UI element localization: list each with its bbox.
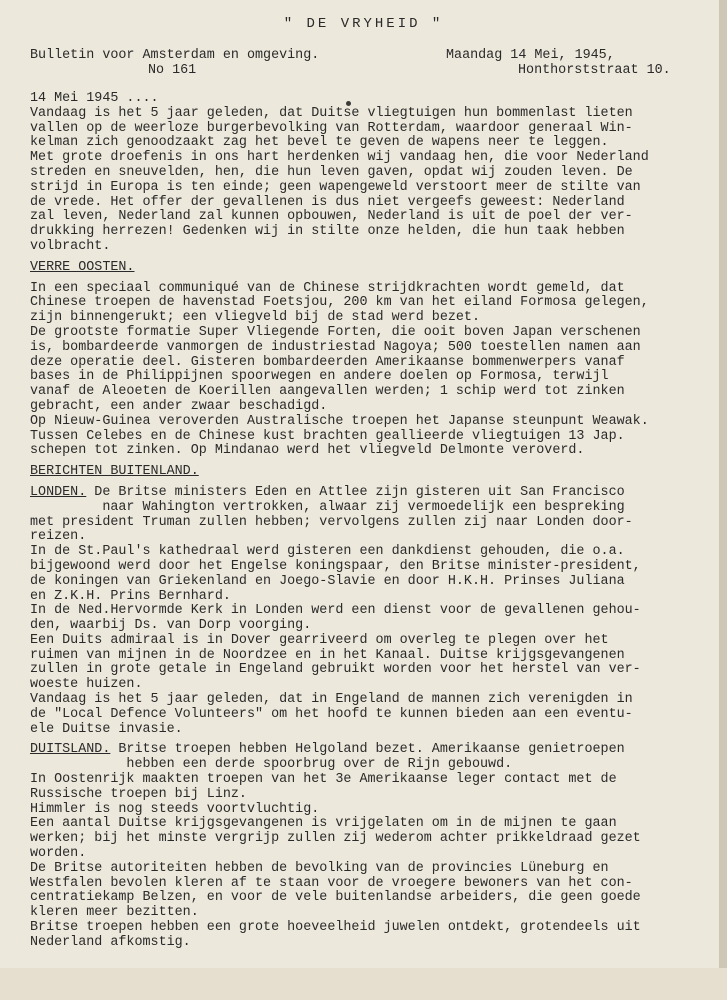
text-line: reizen. (30, 529, 87, 545)
text-line: Chinese troepen de havenstad Foetsjou, 200 km van het eiland Formosa gelegen, (30, 295, 649, 311)
text-line: kleren meer bezitten. (30, 905, 199, 921)
text-line: bijgewoond werd door het Engelse koningspaar, den Britse minister-president, (30, 558, 641, 574)
text-line: naar Wahington vertrokken, alwaar zij vermoedelijk een bespreking (30, 499, 625, 515)
text-line: De grootste formatie Super Vliegende Forten, die ooit boven Japan verschenen (30, 324, 641, 340)
section-heading-buitenland: BERICHTEN BUITENLAND. (30, 464, 199, 480)
text-line: Himmler is nog steeds voortvluchtig. (30, 801, 320, 817)
bulletin-title: " DE VRYHEID " (283, 16, 444, 32)
text-line: worden. (30, 846, 87, 862)
text-line: In een speciaal communiqué van de Chinese strijdkrachten wordt gemeld, dat (30, 280, 625, 296)
text-line: ruimen van mijnen in de Noordzee en in het Kanaal. Duitse krijgsgevangenen (30, 647, 625, 663)
text-line: Op Nieuw-Guinea veroverden Australische troepen het Japanse steunpunt Weawak. (30, 413, 649, 429)
section-heading-duitsland: DUITSLAND. (30, 742, 111, 758)
text-line: gebracht, een ander zwaar beschadigd. (30, 398, 328, 414)
text-line: en Z.K.H. Prins Bernhard. (30, 588, 231, 604)
text-line: Vandaag is het 5 jaar geleden, dat Duitse vliegtuigen hun bommenlast lieten (30, 105, 633, 121)
text-line: bases in de Philippijnen spoorwegen en andere doelen op Formosa, terwijl (30, 369, 609, 385)
text-line: vallen op de weerloze burgerbevolking van Rotterdam, waardoor generaal Win- (30, 120, 633, 136)
text-line: Een Duits admiraal is in Dover gearriveerd om overleg te plegen over het (30, 632, 609, 648)
page-edge (719, 0, 727, 1000)
londen-paragraph (30, 501, 710, 738)
bulletin-number: No 161 (148, 63, 197, 78)
text-line: Britse troepen hebben Helgoland bezet. Amerikaanse genietroepen (110, 742, 625, 758)
text-line: ele Duitse invasie. (30, 721, 183, 737)
section-heading-londen: LONDEN. (30, 484, 87, 500)
bulletin-subtitle: Bulletin voor Amsterdam en omgeving. (30, 48, 320, 63)
text-line: de vrede. Het offer der gevallenen is dus niet vergeefs geweest: Nederland (30, 194, 625, 210)
intro-date: 14 Mei 1945 .... (30, 91, 159, 106)
bulletin-address: Honthorststraat 10. (518, 63, 671, 78)
text-line: zijn binnengerukt; een vliegveld bij de stad werd bezet. (30, 310, 480, 326)
text-line: schepen tot zinken. Op Mindanao werd het vliegveld Delmonte veroverd. (30, 443, 585, 459)
text-line: Russische troepen bij Linz. (30, 786, 247, 802)
text-line: volbracht. (30, 238, 111, 254)
text-line: kelman zich genoodzaakt zag het bevel te geven de wapens neer te leggen. (30, 135, 609, 151)
text-line: centratiekamp Belzen, en voor de vele buitenlandse arbeiders, die geen goede (30, 890, 641, 906)
text-line: de koningen van Griekenland en Joego-Slavie en door H.K.H. Prinses Juliana (30, 573, 625, 589)
bulletin-date: Maandag 14 Mei, 1945, (446, 48, 615, 63)
duitsland-paragraph (30, 758, 710, 950)
text-line: De Britse ministers Eden en Attlee zijn gisteren uit San Francisco (86, 484, 625, 500)
text-line: Vandaag is het 5 jaar geleden, dat in Engeland de mannen zich verenigden in (30, 692, 633, 708)
text-line: streden en sneuvelden, hen, die hun leven gaven, opdat wij zouden leven. De (30, 164, 633, 180)
text-line: In Oostenrijk maakten troepen van het 3e Amerikaanse leger contact met de (30, 772, 617, 788)
page-bottom-edge (0, 968, 727, 1000)
text-line: zullen in grote getale in Engeland gebruikt worden voor het herstel van ver- (30, 662, 641, 678)
text-line: Tussen Celebes en de Chinese kust brachten geallieerde vliegtuigen 13 Jap. (30, 428, 625, 444)
text-line: werken; bij het minste vergrijp zullen zij wederom achter prikkeldraad gezet (30, 831, 641, 847)
text-line: deze operatie deel. Gisteren bombardeerden Amerikaanse bommenwerpers vanaf (30, 354, 625, 370)
londen-first-line (30, 486, 710, 501)
text-line: De Britse autoriteiten hebben de bevolking van de provincies Lüneburg en (30, 860, 609, 876)
text-line: Westfalen bevolen kleren af te staan voor de vroegere bewoners van het con- (30, 875, 633, 891)
text-line: In de Ned.Hervormde Kerk in Londen werd een dienst voor de gevallenen gehou- (30, 603, 641, 619)
text-line: Britse troepen hebben een grote hoeveelheid juwelen ontdekt, grotendeels uit (30, 920, 641, 936)
text-line: met president Truman zullen hebben; vervolgens zullen zij naar Londen door- (30, 514, 633, 530)
text-line: hebben een derde spoorbrug over de Rijn gebouwd. (30, 757, 513, 773)
text-line: de "Local Defence Volunteers" om het hoofd te kunnen bieden aan een eventu- (30, 706, 633, 722)
text-line: zal leven, Nederland zal kunnen opbouwen, Nederland is uit de poel der ver- (30, 209, 633, 225)
text-line: Nederland afkomstig. (30, 934, 191, 950)
section-heading-verre-oosten: VERRE OOSTEN. (30, 259, 135, 275)
text-line: drukking herrezen! Gedenken wij in stilte onze helden, die hun taak hebben (30, 224, 625, 240)
text-line: woeste huizen. (30, 677, 143, 693)
text-line: Een aantal Duitse krijgsgevangenen is vrijgelaten om in de mijnen te gaan (30, 816, 617, 832)
duitsland-first-line (30, 743, 710, 758)
text-line: strijd in Europa is ten einde; geen wapengeweld verstoort meer de stilte van (30, 179, 641, 195)
text-line: vanaf de Aleoeten de Koerillen aangevallen werden; 1 schip werd tot zinken (30, 384, 625, 400)
text-line: is, bombardeerde vanmorgen de industriestad Nagoya; 500 toestellen namen aan (30, 339, 641, 355)
intro-paragraph (30, 107, 710, 255)
text-line: Met grote droefenis in ons hart herdenken wij vandaag hen, die voor Nederland (30, 150, 649, 166)
bulletin-body (30, 92, 710, 951)
text-line: den, waarbij Ds. van Dorp voorging. (30, 618, 312, 634)
verre-oosten-paragraph (30, 282, 710, 460)
text-line: In de St.Paul's kathedraal werd gisteren een dankdienst gehouden, die o.a. (30, 544, 625, 560)
